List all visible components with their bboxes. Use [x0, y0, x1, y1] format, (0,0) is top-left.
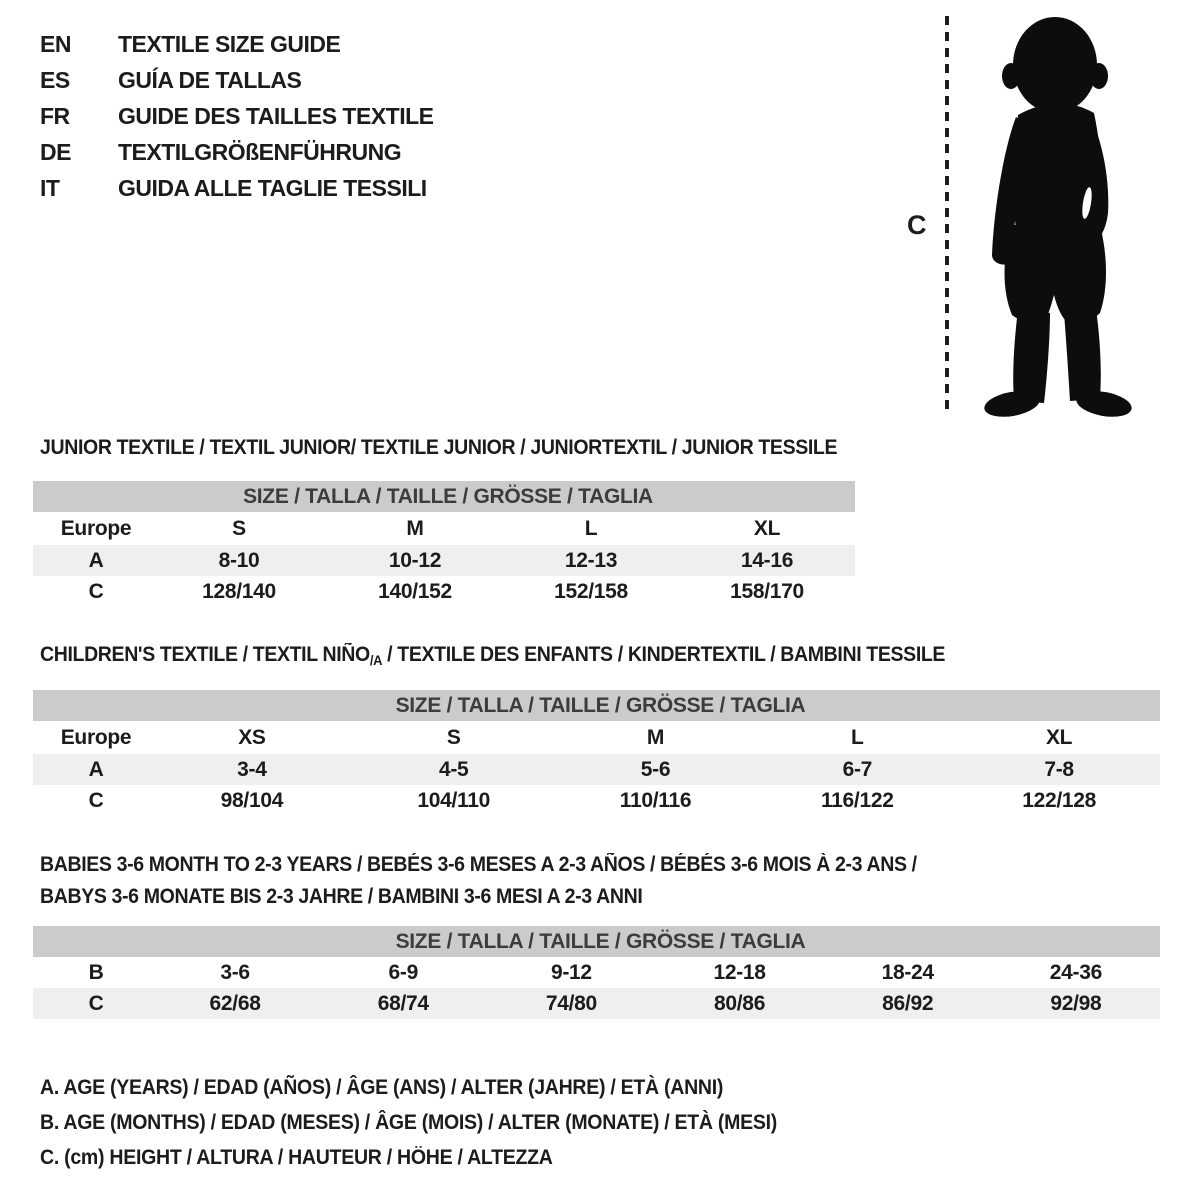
value-cell: 98/104 — [220, 788, 284, 812]
legend-line-b: B. AGE (MONTHS) / EDAD (MESES) / ÂGE (MOIS) / ALTER (MONATE) / ETÀ (MESI) — [40, 1111, 777, 1134]
list-item — [40, 98, 434, 134]
guide-title: TEXTILE SIZE GUIDE — [118, 31, 341, 57]
value-cell: 24-36 — [1049, 960, 1102, 984]
table-row — [33, 957, 1160, 988]
size-bar: SIZE / TALLA / TAILLE / GRÖSSE / TAGLIA — [33, 690, 1160, 721]
language-code: ES — [40, 67, 70, 93]
value-cell: 3-6 — [220, 960, 250, 984]
value-cell: 68/74 — [319, 988, 487, 1019]
table-row — [33, 926, 1160, 957]
value-cell: 5-6 — [555, 754, 757, 785]
language-code: FR — [40, 103, 70, 129]
value-cell: 6-7 — [756, 754, 958, 785]
toddler-silhouette-icon — [960, 13, 1155, 418]
size-header-cell: L — [851, 725, 864, 749]
size-header-cell: M — [646, 725, 665, 749]
table-row — [33, 690, 1160, 721]
size-header-cell: XS — [238, 725, 266, 749]
value-cell: 128/140 — [202, 579, 276, 603]
value-cell: 14-16 — [679, 545, 855, 576]
row-label-cell: A — [33, 754, 151, 785]
language-code: DE — [40, 139, 71, 165]
value-cell: 110/116 — [619, 788, 692, 812]
value-cell: 152/158 — [554, 579, 628, 603]
measurement-legend — [40, 1076, 832, 1181]
guide-title: GUIDE DES TAILLES TEXTILE — [118, 103, 434, 129]
guide-title: TEXTILGRÖßENFÜHRUNG — [118, 139, 402, 165]
table-row — [33, 754, 1160, 785]
legend-line-a: A. AGE (YEARS) / EDAD (AÑOS) / ÂGE (ANS) / ALTER (JAHRE) / ETÀ (ANNI) — [40, 1076, 724, 1099]
list-item — [40, 26, 434, 62]
value-cell: 74/80 — [487, 988, 655, 1019]
table-row — [33, 988, 1160, 1019]
height-dashed-line — [945, 16, 949, 416]
size-header-cell: XL — [753, 516, 781, 540]
heading-line-2: BABYS 3-6 MONATE BIS 2-3 JAHRE / BAMBINI 3-6 MESI A 2-3 ANNI — [40, 885, 643, 908]
heading-subscript: /A — [369, 652, 383, 668]
guide-title: GUÍA DE TALLAS — [118, 67, 302, 93]
guide-title: GUIDA ALLE TAGLIE TESSILI — [118, 175, 427, 201]
table-row — [33, 512, 855, 545]
value-cell: 9-12 — [550, 960, 592, 984]
heading-text: CHILDREN'S TEXTILE / TEXTIL NIÑO — [40, 643, 370, 666]
region-header-cell: Europe — [60, 516, 132, 540]
heading-line-1: BABIES 3-6 MONTH TO 2-3 YEARS / BEBÉS 3-6 MESES A 2-3 AÑOS / BÉBÉS 3-6 MOIS À 2-3 ANS / — [40, 853, 917, 876]
value-cell: 3-4 — [151, 754, 353, 785]
value-cell: 80/86 — [655, 988, 823, 1019]
table-row — [33, 576, 855, 607]
size-header-cell: M — [406, 516, 424, 540]
size-header-cell: S — [232, 516, 246, 540]
list-item — [40, 170, 434, 206]
value-cell: 122/128 — [1022, 788, 1096, 812]
language-title-list — [40, 26, 434, 206]
size-header-cell: S — [446, 725, 461, 749]
value-cell: 116/122 — [820, 788, 894, 812]
table-row — [33, 721, 1160, 754]
height-measure-label: C — [907, 210, 927, 240]
heading-text: / TEXTILE DES ENFANTS / KINDERTEXTIL / BAMBINI TESSILE — [382, 643, 946, 666]
row-label-cell: A — [33, 545, 151, 576]
row-label-cell: B — [88, 960, 104, 984]
value-cell: 86/92 — [824, 988, 992, 1019]
value-cell: 140/152 — [378, 579, 452, 603]
value-cell: 104/110 — [417, 788, 491, 812]
language-code: IT — [40, 175, 60, 201]
value-cell: 6-9 — [388, 960, 418, 984]
table-row — [33, 785, 1160, 816]
junior-size-table — [33, 481, 855, 607]
language-code: EN — [40, 31, 71, 57]
row-label-cell: C — [88, 788, 104, 812]
size-bar: SIZE / TALLA / TAILLE / GRÖSSE / TAGLIA — [33, 926, 1160, 957]
height-measure-figure — [905, 8, 1175, 420]
value-cell: 12-18 — [713, 960, 766, 984]
children-section-heading — [40, 643, 945, 668]
size-header-cell: L — [584, 516, 598, 540]
table-row — [33, 545, 855, 576]
junior-section-heading: JUNIOR TEXTILE / TEXTIL JUNIOR/ TEXTILE JUNIOR / JUNIORTEXTIL / JUNIOR TESSILE — [40, 436, 838, 459]
value-cell: 4-5 — [353, 754, 555, 785]
babies-size-table — [33, 926, 1160, 1019]
value-cell: 10-12 — [327, 545, 503, 576]
value-cell: 92/98 — [992, 988, 1160, 1019]
value-cell: 158/170 — [730, 579, 804, 603]
children-size-table — [33, 690, 1160, 816]
size-header-cell: XL — [1045, 725, 1073, 749]
list-item — [40, 62, 434, 98]
size-bar: SIZE / TALLA / TAILLE / GRÖSSE / TAGLIA — [33, 481, 855, 512]
value-cell: 62/68 — [151, 988, 319, 1019]
value-cell: 7-8 — [958, 754, 1160, 785]
row-label-cell: C — [33, 988, 151, 1019]
value-cell: 18-24 — [881, 960, 934, 984]
babies-section-heading — [40, 849, 917, 913]
region-header-cell: Europe — [60, 725, 132, 749]
row-label-cell: C — [88, 579, 104, 603]
table-row — [33, 481, 855, 512]
value-cell: 12-13 — [503, 545, 679, 576]
value-cell: 8-10 — [151, 545, 327, 576]
list-item — [40, 134, 434, 170]
legend-line-c: C. (cm) HEIGHT / ALTURA / HAUTEUR / HÖHE / ALTEZZA — [40, 1146, 553, 1169]
